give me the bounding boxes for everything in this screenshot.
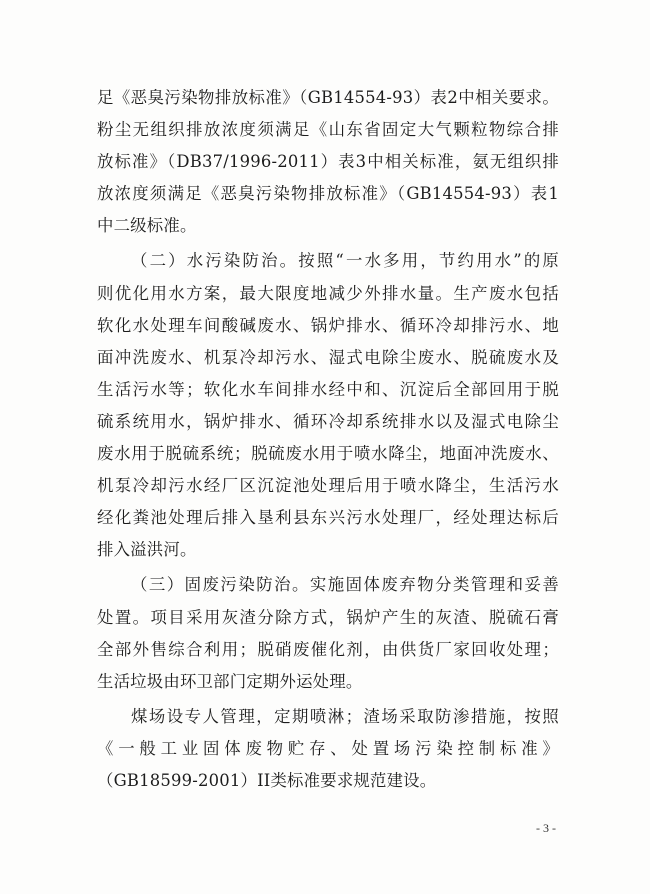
paragraph-start-water-pollution: （二）水污染防治。按照“一水多用，节约用水”的原 xyxy=(131,251,559,271)
text-line: 生活垃圾由环卫部门定期外运处理。 xyxy=(97,671,363,691)
text-line: 排入溢洪河。 xyxy=(97,540,197,560)
text-line: 生活污水等；软化水车间排水经中和、沉淀后全部回用于脱 xyxy=(97,379,559,399)
text-line: （GB18599-2001）II类标准要求规范建设。 xyxy=(97,770,437,790)
paragraph-start-solid-waste: （三）固废污染防治。实施固体废弃物分类管理和妥善 xyxy=(131,575,559,595)
text-line: 放标准》（DB37/1996-2011）表3中相关标准，氨无组织排 xyxy=(97,152,559,172)
text-line: 机泵冷却污水经厂区沉淀池处理后用于喷水降尘，生活污水 xyxy=(97,476,559,496)
text-line: 中二级标准。 xyxy=(97,216,197,236)
text-line: 足《恶臭污染物排放标准》（GB14554-93）表2中相关要求。 xyxy=(97,88,559,107)
text-line: 全部外售综合利用；脱硝废催化剂，由供货厂家回收处理； xyxy=(97,639,559,659)
text-line: 废水用于脱硫系统；脱硫废水用于喷水降尘，地面冲洗废水、 xyxy=(97,444,559,464)
body-text xyxy=(97,82,559,797)
text-line: 面冲洗废水、机泵冷却污水、湿式电除尘废水、脱硫废水及 xyxy=(97,347,559,367)
text-line: 《一般工业固体废物贮存、处置场污染控制标准》 xyxy=(97,738,559,758)
text-line: 放浓度须满足《恶臭污染物排放标准》（GB14554-93）表1 xyxy=(97,184,559,204)
page-number: - 3 - xyxy=(536,821,556,835)
text-line: 处置。项目采用灰渣分除方式，锅炉产生的灰渣、脱硫石膏 xyxy=(97,607,559,627)
text-line: 经化粪池处理后排入垦利县东兴污水处理厂，经处理达标后 xyxy=(97,508,559,528)
text-line: 硫系统用水，锅炉排水、循环冷却系统排水以及湿式电除尘 xyxy=(97,411,559,431)
text-line: 粉尘无组织排放浓度须满足《山东省固定大气颗粒物综合排 xyxy=(97,120,559,140)
paragraph-start-coal-yard: 煤场设专人管理，定期喷淋；渣场采取防渗措施，按照 xyxy=(131,706,559,726)
text-line: 软化水处理车间酸碱废水、锅炉排水、循环冷却排污水、地 xyxy=(97,315,559,335)
text-line: 则优化用水方案，最大限度地减少外排水量。生产废水包括 xyxy=(97,283,559,303)
